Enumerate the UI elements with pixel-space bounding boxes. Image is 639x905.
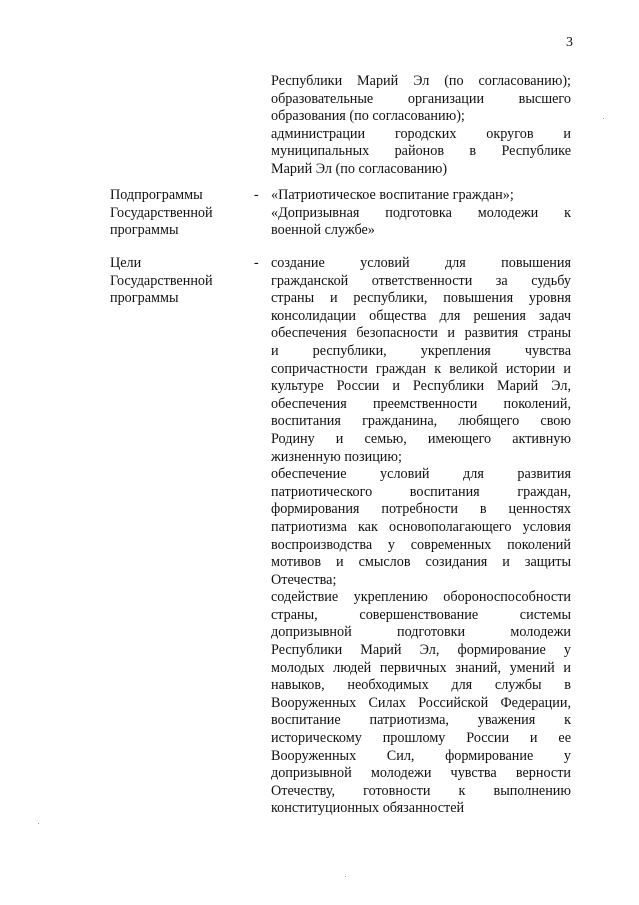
text-line: Отечества; bbox=[271, 571, 337, 588]
text-line: гражданской ответственности за судьбу bbox=[271, 272, 571, 289]
text-line: Республики Марий Эл (по согласованию); bbox=[271, 73, 571, 89]
continuation-value-block bbox=[271, 73, 571, 179]
text-line: и республики, укрепления чувства bbox=[271, 342, 571, 359]
text-line: консолидации общества для решения задач bbox=[271, 307, 571, 324]
label-line: Государственной bbox=[110, 204, 213, 221]
text-line: культуре России и Республики Марий Эл, bbox=[271, 378, 571, 395]
text-line: обеспечения безопасности и развития страны bbox=[271, 325, 571, 342]
text-line: сопричастности граждан к великой истории и bbox=[271, 360, 571, 377]
text-line: допризывной подготовки молодежи bbox=[271, 624, 571, 641]
text-line: Вооруженных Сил, формирование у bbox=[271, 747, 571, 764]
label-line: Государственной bbox=[110, 272, 213, 289]
page-number: 3 bbox=[566, 35, 573, 50]
text-line: мотивов и смыслов созидания и защиты bbox=[271, 554, 571, 571]
text-line: Вооруженных Силах Российской Федерации, bbox=[271, 694, 571, 711]
text-line: воспитание патриотизма, уважения к bbox=[271, 712, 571, 729]
row-label-subprograms bbox=[110, 187, 250, 240]
label-line: программы bbox=[110, 290, 179, 307]
text-line: муниципальных районов в Республике bbox=[271, 143, 571, 160]
row-label-goals bbox=[110, 255, 250, 308]
scan-speck bbox=[603, 118, 604, 119]
text-line: Родину и семью, имеющего активную bbox=[271, 430, 571, 447]
text-line: страны и республики, повышения уровня bbox=[271, 290, 571, 307]
text-line: Республики Марий Эл, формирование у bbox=[271, 642, 571, 659]
label-line: программы bbox=[110, 222, 179, 239]
text-line: обеспечения преемственности поколений, bbox=[271, 395, 571, 412]
text-line: военной службе» bbox=[271, 222, 375, 239]
label-line: Подпрограммы bbox=[110, 187, 203, 203]
text-line: образовательные организации высшего bbox=[271, 90, 571, 107]
scan-speck bbox=[345, 876, 346, 877]
text-line: патриотизма как основополагающего условия bbox=[271, 518, 571, 535]
text-line: администрации городских округов и bbox=[271, 125, 571, 142]
row-value-subprograms bbox=[271, 187, 571, 240]
text-line: Марий Эл (по согласованию) bbox=[271, 160, 448, 177]
separator-dash: - bbox=[254, 187, 259, 203]
text-line: молодых людей первичных знаний, умений и bbox=[271, 659, 571, 676]
text-line: патриотического воспитания граждан, bbox=[271, 483, 571, 500]
text-line: навыков, необходимых для службы в bbox=[271, 677, 571, 694]
text-line: «Допризывная подготовка молодежи к bbox=[271, 204, 571, 221]
text-line: формирования потребности в ценностях bbox=[271, 501, 571, 518]
scan-speck bbox=[38, 823, 39, 824]
text-line: конституционных обязанностей bbox=[271, 800, 465, 817]
separator-dash: - bbox=[254, 255, 259, 271]
row-value-goals bbox=[271, 255, 571, 818]
text-line: содействие укреплению обороноспособности bbox=[271, 589, 571, 606]
text-line: историческому прошлому России и ее bbox=[271, 730, 571, 747]
text-line: жизненную позицию; bbox=[271, 448, 402, 465]
label-line: Цели bbox=[110, 255, 142, 271]
text-line: воспроизводства у современных поколений bbox=[271, 536, 571, 553]
text-line: допризывной молодежи чувства верности bbox=[271, 765, 571, 782]
text-line: воспитания гражданина, любящего свою bbox=[271, 413, 571, 430]
text-line: обеспечение условий для развития bbox=[271, 466, 571, 483]
text-line: образования (по согласованию); bbox=[271, 108, 465, 125]
text-line: создание условий для повышения bbox=[271, 255, 571, 271]
text-line: Отечеству, готовности к выполнению bbox=[271, 782, 571, 799]
text-line: страны, совершенствование системы bbox=[271, 606, 571, 623]
text-line: «Патриотическое воспитание граждан»; bbox=[271, 187, 514, 203]
